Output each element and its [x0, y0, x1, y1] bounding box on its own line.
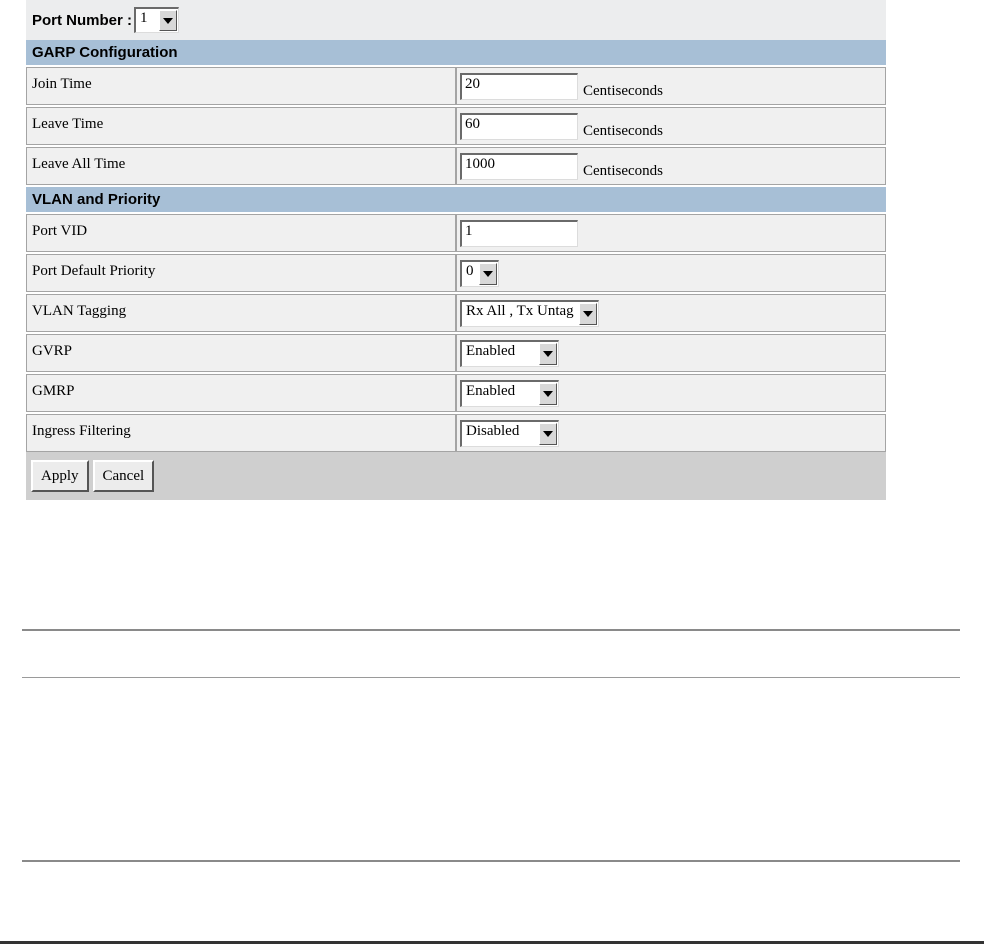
leave-all-time-unit: Centiseconds — [583, 163, 663, 179]
port-number-label: Port Number : — [32, 11, 133, 29]
port-settings-panel — [26, 0, 886, 500]
chevron-down-icon[interactable] — [539, 343, 557, 365]
port-vid-input[interactable]: 1 — [460, 220, 578, 247]
default-priority-row — [26, 254, 886, 292]
join-time-unit: Centiseconds — [583, 83, 663, 99]
leave-time-input[interactable]: 60 — [460, 113, 578, 140]
leave-time-row — [26, 107, 886, 145]
chevron-down-icon[interactable] — [159, 10, 177, 31]
leave-all-time-row — [26, 147, 886, 185]
leave-all-time-label: Leave All Time — [26, 147, 456, 185]
vlan-tagging-value: Rx All , Tx Untag — [466, 303, 574, 319]
ingress-filtering-value: Disabled — [466, 423, 520, 439]
gmrp-select[interactable] — [460, 380, 559, 407]
port-number-bar — [26, 0, 886, 40]
vlan-tagging-row — [26, 294, 886, 332]
gmrp-row — [26, 374, 886, 412]
port-vid-row — [26, 214, 886, 252]
chevron-down-icon[interactable] — [479, 263, 497, 285]
divider-top — [22, 629, 960, 631]
ingress-filtering-select[interactable] — [460, 420, 559, 447]
gmrp-value: Enabled — [466, 383, 516, 399]
join-time-label: Join Time — [26, 67, 456, 105]
vlan-tagging-label: VLAN Tagging — [26, 294, 456, 332]
join-time-row — [26, 67, 886, 105]
ingress-filtering-row — [26, 414, 886, 452]
vlan-section-header: VLAN and Priority — [26, 187, 886, 212]
default-priority-value: 0 — [466, 263, 474, 279]
leave-all-time-input[interactable]: 1000 — [460, 153, 578, 180]
leave-time-label: Leave Time — [26, 107, 456, 145]
garp-section-header: GARP Configuration — [26, 40, 886, 65]
vlan-tagging-select[interactable] — [460, 300, 599, 327]
port-number-select[interactable] — [134, 7, 179, 33]
divider-bottom — [0, 941, 984, 944]
join-time-input[interactable]: 20 — [460, 73, 578, 100]
port-vid-label: Port VID — [26, 214, 456, 252]
default-priority-select[interactable] — [460, 260, 499, 287]
divider-lower — [22, 860, 960, 862]
chevron-down-icon[interactable] — [539, 423, 557, 445]
chevron-down-icon[interactable] — [579, 303, 597, 325]
cancel-button[interactable]: Cancel — [93, 460, 155, 492]
form-actions — [26, 452, 886, 500]
divider-middle — [22, 677, 960, 678]
port-number-value: 1 — [140, 10, 148, 26]
ingress-filtering-label: Ingress Filtering — [26, 414, 456, 452]
apply-button[interactable]: Apply — [31, 460, 89, 492]
gvrp-select[interactable] — [460, 340, 559, 367]
gvrp-row — [26, 334, 886, 372]
leave-time-unit: Centiseconds — [583, 123, 663, 139]
default-priority-label: Port Default Priority — [26, 254, 456, 292]
gvrp-value: Enabled — [466, 343, 516, 359]
gmrp-label: GMRP — [26, 374, 456, 412]
gvrp-label: GVRP — [26, 334, 456, 372]
chevron-down-icon[interactable] — [539, 383, 557, 405]
